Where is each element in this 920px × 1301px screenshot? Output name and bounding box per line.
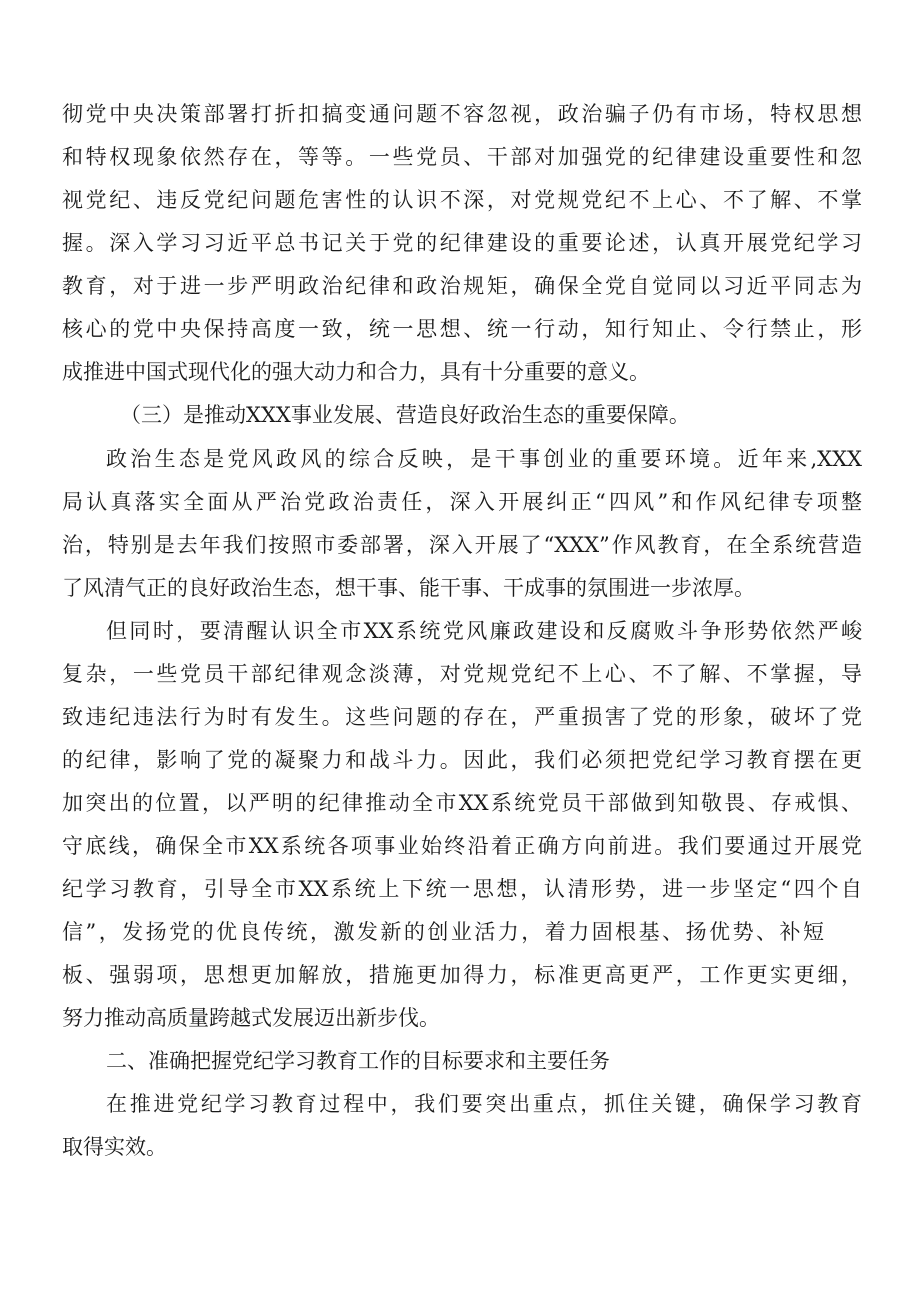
body-text-line: 纪学习教育，引导全市XX系统上下统一思想，认清形势，进一步坚定“四个自 [62, 877, 862, 901]
body-text-line: 加突出的位置，以严明的纪律推动全市XX系统党员干部做到知敬畏、存戒惧、 [62, 791, 862, 815]
body-text-line: 取得实效。 [62, 1135, 167, 1159]
body-text-line: 致违纪违法行为时有发生。这些问题的存在，严重损害了党的形象，破坏了党 [62, 705, 862, 729]
body-text-line: 的纪律，影响了党的凝聚力和战斗力。因此，我们必须把党纪学习教育摆在更 [62, 748, 862, 772]
section-heading: （三）是推动XXX事业发展、营造良好政治生态的重要保障。 [120, 403, 690, 427]
body-text-line: 视党纪、违反党纪问题危害性的认识不深，对党规党纪不上心、不了解、不掌 [62, 188, 862, 212]
body-text-line: 努力推动高质量跨越式发展迈出新步伐。 [62, 1006, 440, 1030]
body-text-line: 核心的党中央保持高度一致，统一思想、统一行动，知行知止、令行禁止，形 [62, 317, 862, 341]
body-text-line: 局认真落实全面从严治党政治责任，深入开展纠正“四风”和作风纪律专项整 [62, 490, 862, 514]
body-text-line: 守底线，确保全市XX系统各项事业始终沿着正确方向前进。我们要通过开展党 [62, 834, 862, 858]
body-text-line: 教育，对于进一步严明政治纪律和政治规矩，确保全党自觉同以习近平同志为 [62, 274, 862, 298]
body-text-line: 复杂，一些党员干部纪律观念淡薄，对党规党纪不上心、不了解、不掌握，导 [62, 662, 862, 686]
body-text-line: 和特权现象依然存在，等等。一些党员、干部对加强党的纪律建设重要性和忽 [62, 145, 862, 169]
body-text-line: 彻党中央决策部署打折扣搞变通问题不容忽视，政治骗子仍有市场，特权思想 [62, 102, 862, 126]
body-text-line: 治，特别是去年我们按照市委部署，深入开展了“XXX”作风教育，在全系统营造 [62, 533, 862, 557]
body-text-line: 握。深入学习习近平总书记关于党的纪律建设的重要论述，认真开展党纪学习 [62, 231, 862, 255]
section-heading: 二、准确把握党纪学习教育工作的目标要求和主要任务 [106, 1049, 610, 1073]
body-text-line: 板、强弱项，思想更加解放，措施更加得力，标准更高更严，工作更实更细， [62, 963, 862, 987]
body-text-line: 信”，发扬党的优良传统，激发新的创业活力，着力固根基、扬优势、补短 [62, 920, 824, 944]
body-text-line: 在推进党纪学习教育过程中，我们要突出重点，抓住关键，确保学习教育 [106, 1092, 862, 1116]
body-text-line: 但同时，要清醒认识全市XX系统党风廉政建设和反腐败斗争形势依然严峻 [106, 619, 862, 643]
body-text-line: 政治生态是党风政风的综合反映，是干事创业的重要环境。近年来,XXX [106, 447, 862, 471]
body-text-line: 了风清气正的良好政治生态，想干事、能干事、干成事的氛围进一步浓厚。 [62, 576, 755, 600]
body-text-line: 成推进中国式现代化的强大动力和合力，具有十分重要的意义。 [62, 360, 650, 384]
